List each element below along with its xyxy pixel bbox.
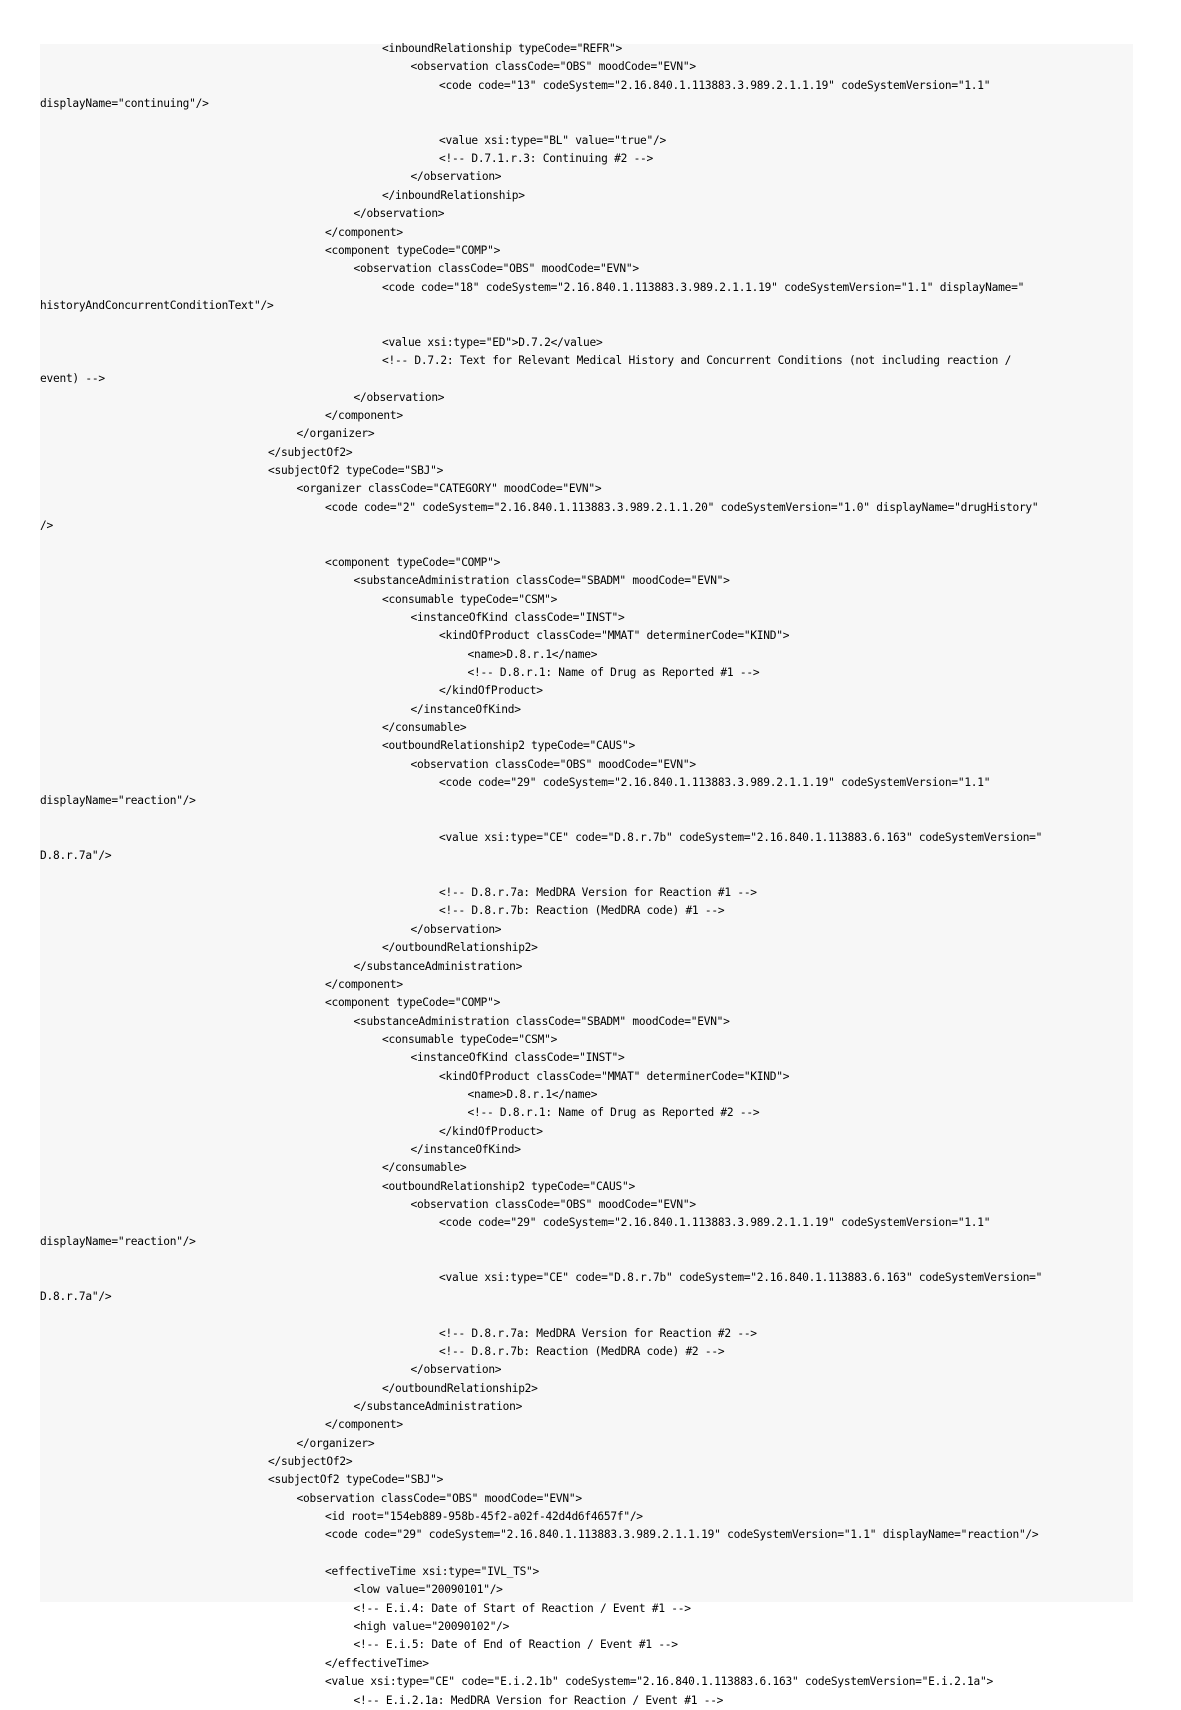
code-comment-line: <!-- E.i.5: Date of End of Reaction / Event #1 --> [353,1638,678,1652]
code-comment-line: <!-- D.8.r.7b: Reaction (MedDRA code) #2 --> [439,1344,725,1358]
code-line: <component typeCode="COMP"> [325,243,501,257]
code-line: </consumable> [382,720,467,734]
code-line: historyAndConcurrentConditionText"/> [40,298,274,312]
code-line: <high value="20090102"/> [353,1620,510,1634]
code-line: <observation classCode="OBS" moodCode="EVN"> [296,1491,582,1505]
code-line: </component> [325,409,403,422]
code-line: </instanceOfKind> [410,1143,521,1156]
code-line: </organizer> [296,427,375,441]
code-line: <observation classCode="OBS" moodCode="EVN"> [353,262,639,276]
code-line: </kindOfProduct> [439,684,543,698]
code-comment-line: <!-- D.8.r.7b: Reaction (MedDRA code) #1 --> [439,904,725,918]
code-line: <kindOfProduct classCode="MMAT" determinerCode="KIND"> [439,1069,790,1083]
code-line: </observation> [410,1363,502,1377]
code-comment-line: <!-- D.8.r.1: Name of Drug as Reported #1 --> [467,665,760,679]
code-comment-line: <!-- D.8.r.7a: MedDRA Version for Reaction #2 --> [439,1326,757,1340]
code-line: <code code="29" codeSystem="2.16.840.1.113883.3.989.2.1.1.19" codeSystemVersion="1.1" [439,776,991,789]
code-line: displayName="reaction"/> [40,794,196,808]
code-line: <consumable typeCode="CSM"> [382,592,558,606]
code-line: <subjectOf2 typeCode="SBJ"> [268,1473,444,1487]
code-line: </substanceAdministration> [353,959,523,973]
code-comment-line: <!-- E.i.4: Date of Start of Reaction / Event #1 --> [353,1601,691,1615]
code-line: displayName="reaction"/> [40,1234,196,1248]
code-line: </observation> [353,207,445,221]
code-line: </observation> [410,922,502,936]
code-line: </component> [325,977,403,991]
code-line: </kindOfProduct> [439,1124,543,1138]
code-comment-line: <!-- D.7.1.r.3: Continuing #2 --> [439,152,654,166]
code-line: <observation classCode="OBS" moodCode="EVN"> [410,757,696,771]
code-line: <low value="20090101"/> [353,1583,503,1597]
code-line: <id root="154eb889-958b-45f2-a02f-42d4d6f4657f"/> [325,1510,643,1523]
code-line: <code code="18" codeSystem="2.16.840.1.113883.3.989.2.1.1.19" codeSystemVersion="1.1" displayName=" [382,280,1025,294]
code-line: </component> [325,1418,403,1432]
code-line: </effectiveTime> [325,1656,429,1670]
code-comment-line: <!-- E.i.2.1a: MedDRA Version for Reaction / Event #1 --> [353,1693,724,1707]
code-line: </instanceOfKind> [410,702,521,716]
code-line: <value xsi:type="ED">D.7.2</value> [382,335,603,349]
code-line: <component typeCode="COMP"> [325,996,501,1010]
code-line: event) --> [40,372,105,386]
code-line: <name>D.8.r.1</name> [467,647,598,661]
code-line: <code code="2" codeSystem="2.16.840.1.113883.3.989.2.1.1.20" codeSystemVersion="1.0" displayName="drugHistory" [325,500,1039,514]
code-line: D.8.r.7a"/> [40,1289,112,1303]
code-line: </organizer> [296,1436,375,1450]
code-line: <code code="13" codeSystem="2.16.840.1.113883.3.989.2.1.1.19" codeSystemVersion="1.1" [439,78,991,92]
code-line: <outboundRelationship2 typeCode="CAUS"> [382,1179,635,1193]
code-line: <name>D.8.r.1</name> [467,1087,598,1101]
code-line: <kindOfProduct classCode="MMAT" determinerCode="KIND"> [439,629,790,643]
code-line: </consumable> [382,1161,467,1175]
code-line: <observation classCode="OBS" moodCode="EVN"> [410,1198,696,1212]
code-line: </subjectOf2> [268,1454,353,1468]
code-line: <component typeCode="COMP"> [325,555,501,569]
code-comment-line: <!-- D.8.r.1: Name of Drug as Reported #2 --> [467,1106,760,1120]
xml-document-panel [40,42,1133,1707]
code-line: <value xsi:type="CE" code="D.8.r.7b" codeSystem="2.16.840.1.113883.6.163" codeSystemVersion=" [439,1271,1043,1285]
code-line: <value xsi:type="BL" value="true"/> [439,133,666,147]
code-line: displayName="continuing"/> [40,97,209,111]
code-line: <value xsi:type="CE" code="E.i.2.1b" codeSystem="2.16.840.1.113883.6.163" codeSystemVersion="E.i.2.1a"> [325,1675,994,1689]
code-line: <code code="29" codeSystem="2.16.840.1.113883.3.989.2.1.1.19" codeSystemVersion="1.1" [439,1216,991,1230]
code-line: <effectiveTime xsi:type="IVL_TS"> [325,1565,540,1579]
code-line: <instanceOfKind classCode="INST"> [410,1051,625,1065]
code-line: </outboundRelationship2> [382,1381,538,1395]
code-line: <organizer classCode="CATEGORY" moodCode="EVN"> [296,482,602,496]
code-line: <value xsi:type="CE" code="D.8.r.7b" codeSystem="2.16.840.1.113883.6.163" codeSystemVersion=" [439,831,1043,845]
code-line: </substanceAdministration> [353,1399,523,1413]
code-comment-line: <!-- D.8.r.7a: MedDRA Version for Reaction #1 --> [439,886,757,900]
code-line: </component> [325,225,403,239]
code-line: </observation> [410,170,502,184]
code-line: <substanceAdministration classCode="SBADM" moodCode="EVN"> [353,1014,730,1028]
code-line: <observation classCode="OBS" moodCode="EVN"> [410,60,696,74]
code-line: D.8.r.7a"/> [40,849,112,863]
code-line: </observation> [353,390,445,404]
code-line: <consumable typeCode="CSM"> [382,1032,558,1046]
code-line: <inboundRelationship typeCode="REFR"> [382,42,622,55]
code-line: <subjectOf2 typeCode="SBJ"> [268,464,444,478]
code-line: <substanceAdministration classCode="SBADM" moodCode="EVN"> [353,574,730,588]
code-line: /> [40,519,53,533]
code-line: <code code="29" codeSystem="2.16.840.1.113883.3.989.2.1.1.19" codeSystemVersion="1.1" displayName="reaction"/> [325,1528,1039,1542]
code-line: </outboundRelationship2> [382,941,538,955]
code-line: </subjectOf2> [268,445,353,459]
code-line: <outboundRelationship2 typeCode="CAUS"> [382,739,635,753]
code-line: <instanceOfKind classCode="INST"> [410,610,625,624]
code-comment-line: <!-- D.7.2: Text for Relevant Medical History and Concurrent Conditions (not including reaction / [382,353,1012,367]
code-line: </inboundRelationship> [382,188,525,202]
